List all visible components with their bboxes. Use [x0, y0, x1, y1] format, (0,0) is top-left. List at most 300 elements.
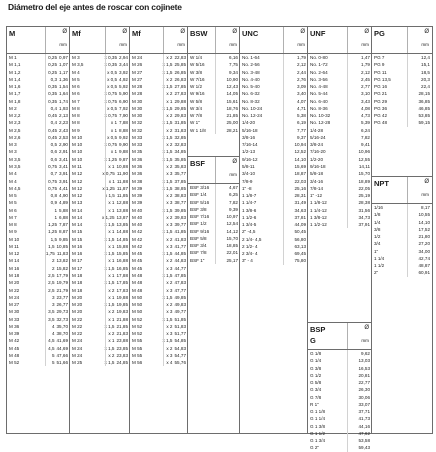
thread-size: 1 1/2: [374, 263, 385, 269]
table-row: [188, 184, 240, 191]
diameter-value: 6,16: [229, 55, 238, 60]
thread-size: M 1,7: [9, 91, 21, 97]
table-body: [372, 204, 432, 277]
table-row: [240, 98, 308, 105]
table-row: [240, 105, 308, 112]
thread-size: PG 36: [374, 105, 388, 111]
diameter-value: 22,4: [421, 84, 430, 90]
diameter-value: 49,83: [174, 302, 186, 308]
thread-size: W 3/4: [190, 105, 202, 111]
thread-pitch: x 1,5: [104, 280, 115, 286]
thread-size: M 45: [9, 345, 20, 351]
table-row: [188, 112, 240, 119]
table-header: [308, 323, 372, 350]
unit-label: mm: [297, 42, 305, 47]
diameter-value: 44,85: [174, 251, 186, 257]
table-row: [240, 192, 308, 199]
thread-size: M 5: [9, 193, 17, 199]
table-row: [372, 112, 432, 119]
table-row: [130, 243, 188, 250]
table-row: [308, 386, 372, 393]
table-row: [70, 119, 130, 126]
diameter-value: 9,92: [119, 134, 128, 140]
unit-label: mm: [59, 42, 67, 47]
diameter-value: 9,41: [361, 142, 370, 148]
column-divider: [163, 54, 164, 366]
diameter-symbol: Ø: [424, 179, 429, 185]
thread-size: W 1/4: [190, 55, 202, 60]
diameter-value: 26,30: [358, 387, 370, 393]
diameter-value: 28,21: [226, 127, 238, 133]
table-row: [70, 308, 130, 315]
diameter-value: 15,70: [358, 171, 370, 177]
diameter-value: 2,13: [59, 113, 68, 119]
thread-size: No. 6-32: [242, 91, 260, 97]
table-row: [240, 156, 308, 163]
diameter-value: 13,82: [56, 258, 68, 264]
thread-pitch: x 1,5: [162, 105, 173, 111]
thread-pitch: x 4: [166, 360, 173, 366]
table-row: [308, 156, 372, 163]
table-row: [308, 437, 372, 444]
table-row: [308, 401, 372, 408]
diameter-value: 4,41: [59, 185, 68, 191]
column-divider: [347, 350, 348, 452]
thread-size: M 22: [9, 287, 20, 293]
diameter-value: 35,83: [174, 163, 186, 169]
thread-pitch: x 1,5: [162, 207, 173, 213]
table-row: [130, 69, 188, 76]
diameter-value: 27,83: [174, 91, 186, 97]
table-body: [372, 54, 432, 127]
diameter-symbol: Ø: [122, 29, 127, 35]
table-row: [240, 170, 308, 177]
thread-size: M 36: [9, 323, 20, 329]
thread-size: No. 8-36: [310, 105, 328, 111]
table-row: [130, 148, 188, 155]
diameter-value: 21,79: [56, 287, 68, 293]
table-row: [240, 214, 308, 221]
thread-size: M 4: [72, 69, 80, 75]
thread-size: No. 4-48: [310, 84, 328, 90]
table-row: [372, 54, 432, 61]
thread-size: PG 9: [374, 62, 385, 68]
table-row: [130, 127, 188, 134]
thread-size: M 36: [132, 171, 143, 177]
table-row: [130, 83, 188, 90]
thread-pitch: x 0,75: [104, 142, 118, 148]
table-body: [240, 54, 308, 265]
table-row: [188, 98, 240, 105]
diameter-value: 37,91: [358, 222, 370, 228]
table-row: [70, 294, 130, 301]
diameter-value: 4,90: [59, 193, 68, 199]
thread-size: M 5: [72, 76, 80, 82]
column-divider: [347, 54, 348, 228]
thread-pitch: x 1: [110, 120, 118, 126]
table-body: [188, 54, 240, 134]
table-row: [240, 112, 308, 119]
table-row: [130, 119, 188, 126]
thread-size: M 7: [9, 214, 17, 220]
table-row: [7, 207, 70, 214]
table-header: [308, 27, 372, 54]
diameter-value: 28,38: [358, 200, 370, 206]
diameter-value: 20,3: [421, 76, 430, 82]
diameter-value: 9,39: [229, 206, 238, 212]
thread-size: No. 1-64: [242, 55, 260, 60]
table-row: [240, 83, 308, 90]
table-row: [308, 98, 372, 105]
thread-size: M 40: [132, 207, 143, 213]
table-row: [308, 221, 372, 228]
diameter-value: 38,83: [174, 193, 186, 199]
table-row: [7, 323, 70, 330]
thread-size: M 33: [132, 134, 143, 140]
table-row: [130, 214, 188, 221]
table-row: [7, 105, 70, 112]
thread-size: M 36: [132, 163, 143, 169]
diameter-value: 18,85: [226, 243, 238, 249]
diameter-value: 75,80: [294, 258, 306, 264]
thread-pitch: 5: [51, 352, 55, 358]
thread-size: 1 1/8-12: [310, 200, 327, 206]
thread-size: M 10: [9, 236, 20, 242]
diameter-value: 3,43: [361, 98, 370, 104]
thread-pitch: x 1: [108, 258, 115, 264]
thread-size: 1/4-20: [242, 120, 256, 126]
diameter-value: 21,88: [116, 316, 128, 322]
thread-size: M 48: [132, 287, 143, 293]
diameter-value: 20,81: [358, 372, 370, 378]
thread-size: M 42: [132, 229, 143, 235]
diameter-value: 44,83: [174, 258, 186, 264]
thread-size: M 3: [72, 55, 80, 60]
diameter-value: 8,17: [421, 205, 430, 210]
thread-size: M 20: [9, 280, 20, 286]
thread-size: M 12: [72, 171, 83, 177]
thread-size: BSF 5/16: [190, 199, 210, 205]
diameter-value: 53,85: [418, 113, 430, 119]
thread-size: G 1 1/8: [310, 409, 326, 415]
column-divider: [45, 54, 46, 366]
table-row: [70, 207, 130, 214]
diameter-value: 2,23: [59, 120, 68, 126]
diameter-value: 21,83: [116, 331, 128, 337]
diameter-value: 41,77: [174, 243, 186, 249]
thread-size: BSF 3/8: [190, 206, 207, 212]
thread-pitch: x 2: [108, 309, 115, 315]
table-row: [130, 207, 188, 214]
unit-label: mm: [421, 192, 429, 197]
thread-size: M 48: [132, 272, 143, 278]
diameter-symbol: Ø: [180, 29, 185, 35]
thread-size: M 12: [72, 193, 83, 199]
thread-size: 1 1/8-7: [242, 193, 257, 199]
thread-size: M 3: [9, 142, 17, 148]
diameter-value: 47,85: [174, 272, 186, 278]
table-row: [188, 206, 240, 213]
diameter-value: 16,88: [116, 258, 128, 264]
thread-size: M 27: [132, 76, 143, 82]
diameter-value: 59,43: [358, 445, 370, 451]
thread-size: BSF 3/4: [190, 243, 207, 249]
diameter-value: 44,09: [294, 222, 306, 228]
thread-pitch: 1,25: [48, 229, 58, 235]
thread-size: M 38: [132, 178, 143, 184]
thread-pitch: x 1,5: [162, 294, 173, 300]
diameter-value: 1,93: [59, 105, 68, 111]
table-row: [70, 352, 130, 359]
table-row: [308, 372, 372, 379]
column-divider: [105, 27, 106, 53]
diameter-value: 2,94: [119, 55, 128, 60]
thread-size: M 22: [72, 316, 83, 322]
diameter-value: 7,88: [119, 120, 128, 126]
thread-pitch: x 2: [166, 55, 173, 60]
diameter-value: 4,71: [297, 105, 306, 111]
thread-size: 1" -8: [242, 185, 252, 191]
table-row: [308, 394, 372, 401]
table-row: [188, 235, 240, 242]
thread-size: No. 12-24: [242, 113, 263, 119]
thread-size: BSF 7/8: [190, 250, 207, 256]
thread-size: No. 1-72: [310, 62, 328, 68]
thread-size: M 30: [132, 113, 143, 119]
table-row: [7, 199, 70, 206]
column-divider: [347, 323, 348, 349]
thread-size: W 7/16: [190, 76, 205, 82]
table-title: Mf: [72, 29, 81, 38]
thread-size: 5/8-11: [242, 163, 255, 169]
diameter-value: 28,15: [418, 91, 430, 97]
diameter-value: 12,54: [226, 221, 238, 227]
diameter-value: 32,85: [174, 134, 186, 140]
thread-pitch: x 2: [108, 331, 115, 337]
thread-size: G 1/8: [310, 351, 322, 356]
thread-size: M 14: [72, 214, 83, 220]
thread-size: W 5/8: [190, 98, 202, 104]
diameter-value: 29,83: [174, 113, 186, 119]
diameter-value: 59,15: [418, 120, 430, 126]
diameter-value: 41,83: [174, 236, 186, 242]
table-row: [188, 213, 240, 220]
diameter-value: 6,19: [297, 120, 306, 126]
diameter-value: 2,76: [297, 76, 306, 82]
diameter-value: 48,87: [418, 263, 430, 269]
table-row: [240, 76, 308, 83]
diameter-value: 1,47: [361, 55, 370, 60]
table-row: [308, 119, 372, 126]
thread-size: M 1,2: [9, 69, 21, 75]
diameter-value: 17,83: [116, 287, 128, 293]
diameter-value: 4,07: [297, 98, 306, 104]
thread-size: M 14: [9, 258, 20, 264]
diameter-value: 2,45: [361, 76, 370, 82]
diameter-value: 11,90: [116, 171, 128, 177]
thread-size: M 3,5: [72, 62, 84, 68]
thread-size: G 5/8: [310, 380, 322, 386]
thread-pitch: x 1: [108, 178, 115, 184]
thread-pitch: x 2: [166, 345, 173, 351]
diameter-value: 38,85: [174, 185, 186, 191]
table-row: [130, 170, 188, 177]
diameter-value: 10,97: [226, 214, 238, 220]
table-row: [188, 54, 240, 61]
diameter-value: 22,01: [226, 250, 238, 256]
column-divider: [215, 184, 216, 264]
table-header: [188, 157, 240, 184]
table-row: [7, 141, 70, 148]
thread-pitch: x 3: [166, 331, 173, 337]
table-row: [130, 185, 188, 192]
thread-pitch: x 1,5: [104, 222, 115, 228]
thread-pitch: x 3: [166, 171, 173, 177]
table-row: [308, 192, 372, 199]
thread-size: 7/16-20: [310, 149, 326, 155]
table-row: [70, 214, 130, 221]
diameter-value: 55,76: [174, 360, 186, 366]
thread-pitch: 0,4: [50, 120, 58, 126]
unit-label: mm: [229, 172, 237, 177]
thread-size: M 11: [72, 163, 82, 169]
table-row: [70, 185, 130, 192]
thread-pitch: x 3: [166, 200, 173, 206]
thread-size: 3/4-16: [310, 178, 324, 184]
thread-size: PG 16: [374, 84, 388, 90]
thread-size: No. 2-56: [242, 62, 260, 68]
diameter-value: 22,03: [294, 178, 306, 184]
diameter-value: 11,83: [56, 251, 68, 257]
table-row: [372, 219, 432, 226]
diameter-value: 54,83: [174, 345, 186, 351]
diameter-value: 18,87: [294, 171, 306, 177]
thread-size: M 14: [72, 222, 83, 228]
table-row: [130, 250, 188, 257]
thread-pitch: x 1,5: [162, 62, 173, 68]
diameter-value: 50,45: [294, 229, 306, 235]
diameter-value: 47,62: [358, 430, 370, 436]
table-row: [372, 76, 432, 83]
diameter-value: 49,85: [174, 294, 186, 300]
thread-pitch: x 0,75: [104, 91, 118, 97]
diameter-value: 3,41: [59, 156, 68, 162]
thread-size: M 7: [72, 98, 80, 104]
thread-size: 1/4-28: [310, 127, 324, 133]
table-row: [240, 90, 308, 97]
table-row: [308, 408, 372, 415]
thread-pitch: 4,5: [48, 338, 55, 344]
thread-size: M 10: [72, 156, 83, 162]
table-row: [70, 330, 130, 337]
diameter-value: 3,09: [297, 84, 306, 90]
table-row: [130, 163, 188, 170]
table-row: [7, 178, 70, 185]
thread-size: W 1/2: [190, 84, 202, 90]
thread-pitch: x 0,75: [102, 171, 115, 177]
thread-size: M 15: [72, 236, 83, 242]
thread-size: M 6: [72, 91, 80, 97]
table-row: [70, 127, 130, 134]
table-row: [7, 265, 70, 272]
table-row: [308, 141, 372, 148]
thread-size: M 4,5: [9, 185, 21, 191]
table-row: [372, 248, 432, 255]
diameter-value: 41,85: [174, 229, 186, 235]
table-mf-1: [69, 26, 131, 434]
thread-size: BSF 3/16: [190, 185, 210, 190]
table-title: BSW: [190, 29, 208, 38]
thread-size: No. 2-64: [310, 69, 328, 75]
diameter-value: 9,87: [119, 156, 128, 162]
thread-size: M 35: [132, 149, 143, 155]
thread-pitch: x 0,35: [104, 55, 118, 60]
thread-pitch: x 1: [110, 149, 118, 155]
column-divider: [45, 27, 46, 53]
table-row: [70, 236, 130, 243]
thread-pitch: 0,25: [48, 69, 58, 75]
table-row: [70, 323, 130, 330]
diameter-value: 29,85: [174, 105, 186, 111]
table-row: [7, 345, 70, 352]
diameter-value: 69,45: [294, 251, 306, 257]
table-row: [240, 163, 308, 170]
thread-size: M 42: [9, 338, 20, 344]
diameter-value: 27,85: [174, 84, 186, 90]
diameter-value: 1,54: [59, 84, 68, 90]
diameter-value: 54,85: [174, 338, 186, 344]
table-row: [130, 323, 188, 330]
thread-size: 1 1/2-12: [310, 222, 327, 228]
thread-size: W 5/16: [190, 62, 205, 68]
table-row: [372, 69, 432, 76]
diameter-value: 7,92: [119, 105, 128, 111]
thread-size: M 50: [132, 302, 143, 308]
table-row: [130, 61, 188, 68]
table-body: [70, 54, 130, 366]
thread-size: No. 4-40: [242, 76, 260, 82]
thread-pitch: x 3: [166, 352, 173, 358]
diameter-value: 6,24: [361, 127, 370, 133]
diameter-value: 2,44: [297, 69, 306, 75]
thread-size: M 17: [72, 258, 83, 264]
table-row: [7, 192, 70, 199]
thread-size: 1 1/4: [374, 255, 385, 261]
diameter-value: 39,77: [174, 222, 186, 228]
table-row: [7, 359, 70, 366]
diameter-value: 32,73: [56, 316, 68, 322]
thread-size: M 8: [9, 222, 17, 228]
diameter-value: 16,53: [358, 365, 370, 371]
table-row: [308, 112, 372, 119]
table-row: [308, 207, 372, 214]
diameter-value: 25,16: [294, 185, 306, 191]
table-row: [308, 214, 372, 221]
thread-size: M 5: [9, 200, 17, 206]
thread-size: 1/2-13: [242, 149, 256, 155]
thread-size: 7/8-9: [242, 178, 253, 184]
table-row: [130, 345, 188, 352]
column-divider: [215, 157, 216, 183]
thread-size: M 28: [132, 91, 143, 97]
thread-pitch: x 1,5: [162, 338, 173, 344]
diameter-value: 42,74: [418, 255, 430, 261]
table-row: [7, 316, 70, 323]
table-row: [7, 61, 70, 68]
thread-size: 5/16-24: [310, 134, 326, 140]
thread-size: 5/16-18: [242, 127, 258, 133]
table-row: [188, 90, 240, 97]
